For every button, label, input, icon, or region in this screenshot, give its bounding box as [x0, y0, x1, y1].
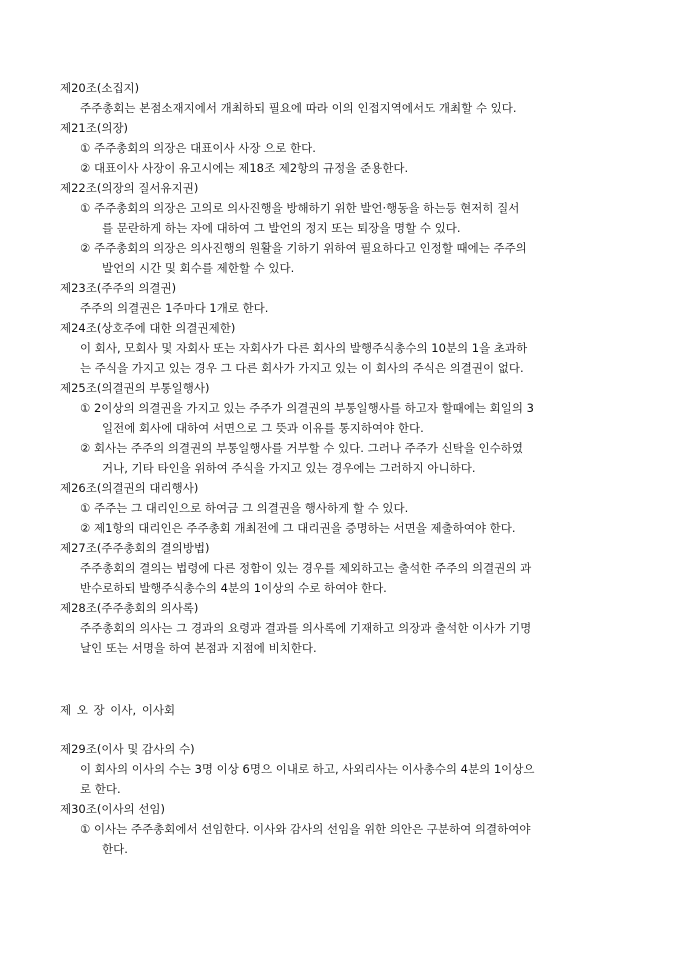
article-body: 이 회사, 모회사 및 자회사 또는 자회사가 다른 회사의 발행주식총수의 10분의 1을 초과하 [80, 341, 528, 355]
chapter-title: 제 오 장 이사, 이사회 [60, 703, 176, 717]
article-heading: 제21조(의장) [60, 121, 129, 135]
article-body: 반수로하되 발행주식총수의 4분의 1이상의 수로 하여야 한다. [80, 581, 387, 595]
article-heading: 제26조(의결권의 대리행사) [60, 481, 199, 495]
article-heading: 제27조(주주총회의 결의방법) [60, 541, 210, 555]
clause-continuation: 한다. [102, 842, 128, 856]
numbered-clause: ② 대표이사 사장이 유고시에는 제18조 제2항의 규정을 준용한다. [80, 161, 409, 175]
clause-continuation: 를 문란하게 하는 자에 대하여 그 발언의 정지 또는 퇴장을 명할 수 있다. [102, 221, 461, 235]
article-body: 날인 또는 서명을 하여 본점과 지점에 비치한다. [80, 641, 317, 655]
article-heading: 제20조(소집지) [60, 81, 140, 95]
numbered-clause: ① 주주총회의 의장은 고의로 의사진행을 방해하기 위한 발언·행동을 하는등 현저히 질서 [80, 201, 520, 215]
clause-continuation: 일전에 회사에 대하여 서면으로 그 뜻과 이유를 통지하여야 한다. [102, 421, 424, 435]
numbered-clause: ① 주주는 그 대리인으로 하여금 그 의결권을 행사하게 할 수 있다. [80, 501, 409, 515]
article-body: 주주총회의 의사는 그 경과의 요령과 결과를 의사록에 기재하고 의장과 출석한 이사가 기명 [80, 621, 532, 635]
numbered-clause: ② 회사는 주주의 의결권의 부통일행사를 거부할 수 있다. 그러나 주주가 신탁을 인수하였 [80, 441, 523, 455]
clause-continuation: 거나, 기타 타인을 위하여 주식을 가지고 있는 경우에는 그러하지 아니하다. [102, 461, 476, 475]
article-heading: 제29조(이사 및 감사의 수) [60, 742, 195, 756]
numbered-clause: ② 주주총회의 의장은 의사진행의 원활을 기하기 위하여 필요하다고 인정할 때에는 주주의 [80, 241, 527, 255]
article-body: 이 회사의 이사의 수는 3명 이상 6명으 이내로 하고, 사외리사는 이사총수의 4분의 1이상으 [80, 762, 535, 776]
article-body: 는 주식을 가지고 있는 경우 그 다른 회사가 가지고 있는 이 회사의 주식은 의결권이 없다. [80, 361, 524, 375]
article-body: 주주총회의 결의는 법령에 다른 정함이 있는 경우를 제외하고는 출석한 주주의 의결권의 과 [80, 561, 532, 575]
article-heading: 제30조(이사의 선임) [60, 802, 166, 816]
numbered-clause: ① 주주총회의 의장은 대표이사 사장 으로 한다. [80, 141, 316, 155]
article-body: 주주총회는 본점소재지에서 개최하되 필요에 따라 이의 인접지역에서도 개최할 수 있다. [80, 101, 517, 115]
clause-continuation: 발언의 시간 및 회수를 제한할 수 있다. [102, 261, 295, 275]
article-body: 주주의 의결권은 1주마다 1개로 한다. [80, 301, 269, 315]
article-heading: 제22조(의장의 질서유지권) [60, 181, 199, 195]
article-heading: 제24조(상호주에 대한 의결권제한) [60, 321, 236, 335]
numbered-clause: ① 2이상의 의결권을 가지고 있는 주주가 의결권의 부통일행사를 하고자 할때에는 회일의 3 [80, 401, 534, 415]
article-body: 로 한다. [80, 782, 121, 796]
article-heading: 제28조(주주총회의 의사록) [60, 601, 199, 615]
article-heading: 제25조(의결권의 부통일행사) [60, 381, 210, 395]
article-heading: 제23조(주주의 의결권) [60, 281, 177, 295]
numbered-clause: ② 제1항의 대리인은 주주총회 개최전에 그 대리권을 증명하는 서면을 제출하여야 한다. [80, 521, 516, 535]
numbered-clause: ① 이사는 주주총회에서 선임한다. 이사와 감사의 선임을 위한 의안은 구분하여 의결하여야 [80, 822, 531, 836]
